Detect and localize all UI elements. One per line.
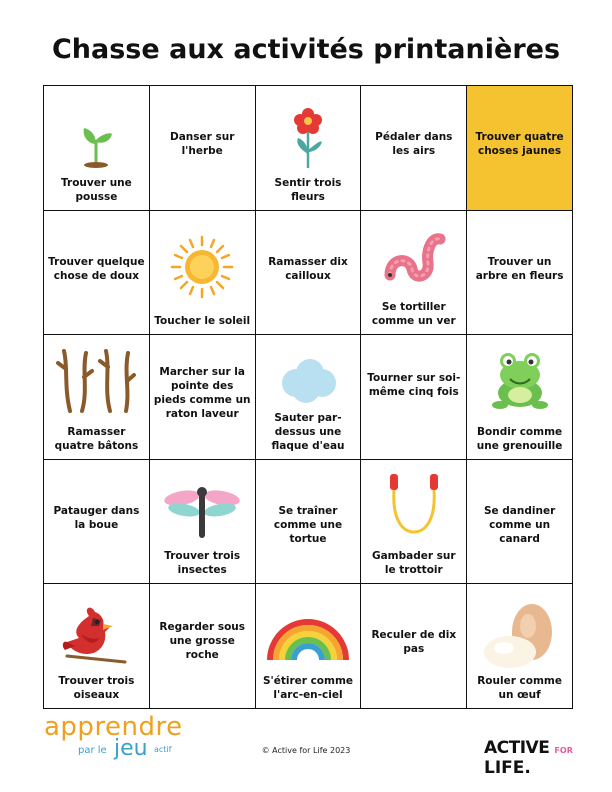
cell-label: Ramasser dix cailloux [268,255,348,282]
cell-label: Bondir comme une grenouille [476,425,563,452]
logo-word-jeu: jeu [114,736,148,761]
cell-crawl-turtle [256,460,362,585]
cell-walk-backwards [361,584,467,709]
cell-label: Se dandiner comme un canard [483,504,556,545]
sun-icon [170,235,234,299]
worm-icon [382,227,446,287]
jump-rope-icon [384,472,444,536]
cell-label: Toucher le soleil [154,315,251,328]
cell-jump-puddle [256,335,362,460]
frog-icon [488,347,552,411]
cell-label: Se tortiller comme un ver [371,301,456,328]
cell-look-under-rock [150,584,256,709]
logo-word-apprendre: apprendre [44,712,183,742]
cell-spin-five [361,335,467,460]
logo-word-for: FOR [554,746,573,755]
cell-label: Trouver une pousse [61,176,132,203]
cell-find-blooming-tree [467,211,573,336]
cell-label: Trouver quelque chose de doux [48,255,145,282]
cell-label: S'étirer comme l'arc-en-ciel [262,674,354,701]
cell-skip-sidewalk [361,460,467,585]
sprout-icon [76,118,116,168]
page-title: Chasse aux activités printanières [51,34,561,65]
cell-label: Danser sur l'herbe [170,131,235,157]
copyright-notice: © Active for Life 2023 [261,746,351,755]
eggs-icon [478,600,562,670]
cell-pedal-air [361,86,467,211]
cell-collect-pebbles [256,211,362,336]
cell-label: Ramasser quatre bâtons [54,425,139,452]
cell-touch-sun [150,211,256,336]
cell-label: Sentir trois fleurs [274,176,342,203]
cell-label: Regarder sous une grosse roche [159,621,246,662]
activity-grid [43,85,573,709]
cloud-icon [276,355,340,405]
logo-word-actif: actif [154,745,172,754]
cell-find-insects [150,460,256,585]
cell-label: Reculer de dix pas [371,629,457,656]
cell-label: Trouver trois insectes [164,550,241,577]
cell-dance-grass [150,86,256,211]
cell-label: Marcher sur la pointe des pieds comme un raton laveur [153,366,251,421]
cell-find-soft [44,211,150,336]
cell-stretch-rainbow [256,584,362,709]
cell-label: Trouver trois oiseaux [58,674,135,701]
cell-label: Se traîner comme une tortue [273,504,343,545]
cell-label: Pédaler dans les airs [375,131,453,157]
cell-label: Sauter par-dessus une flaque d'eau [271,411,345,452]
cell-find-birds [44,584,150,709]
logo-word-life: LIFE. [484,758,531,778]
cell-find-yellow [467,86,573,211]
active-for-life-logo [484,738,584,778]
cell-label: Tourner sur soi-même cinq fois [367,372,461,399]
cell-find-sprout [44,86,150,211]
logo-word-active: ACTIVE [484,738,550,758]
cell-wiggle-worm [361,211,467,336]
cell-label: Trouver un arbre en fleurs [475,255,564,282]
sticks-icon [54,347,138,415]
rainbow-icon [266,616,350,662]
cell-label: Trouver quatre choses jaunes [475,131,564,157]
cell-roll-egg [467,584,573,709]
cardinal-icon [61,604,131,668]
cell-waddle-duck [467,460,573,585]
logo-word-par-le: par le [78,745,107,756]
cell-smell-flowers [256,86,362,211]
dragonfly-icon [162,484,242,540]
cell-label: Gambader sur le trottoir [371,550,456,577]
cell-wade-mud [44,460,150,585]
cell-tiptoe-raccoon [150,335,256,460]
cell-collect-sticks [44,335,150,460]
cell-label: Rouler comme un œuf [477,674,562,701]
flower-icon [288,106,328,170]
cell-label: Patauger dans la boue [53,504,140,531]
cell-hop-frog [467,335,573,460]
